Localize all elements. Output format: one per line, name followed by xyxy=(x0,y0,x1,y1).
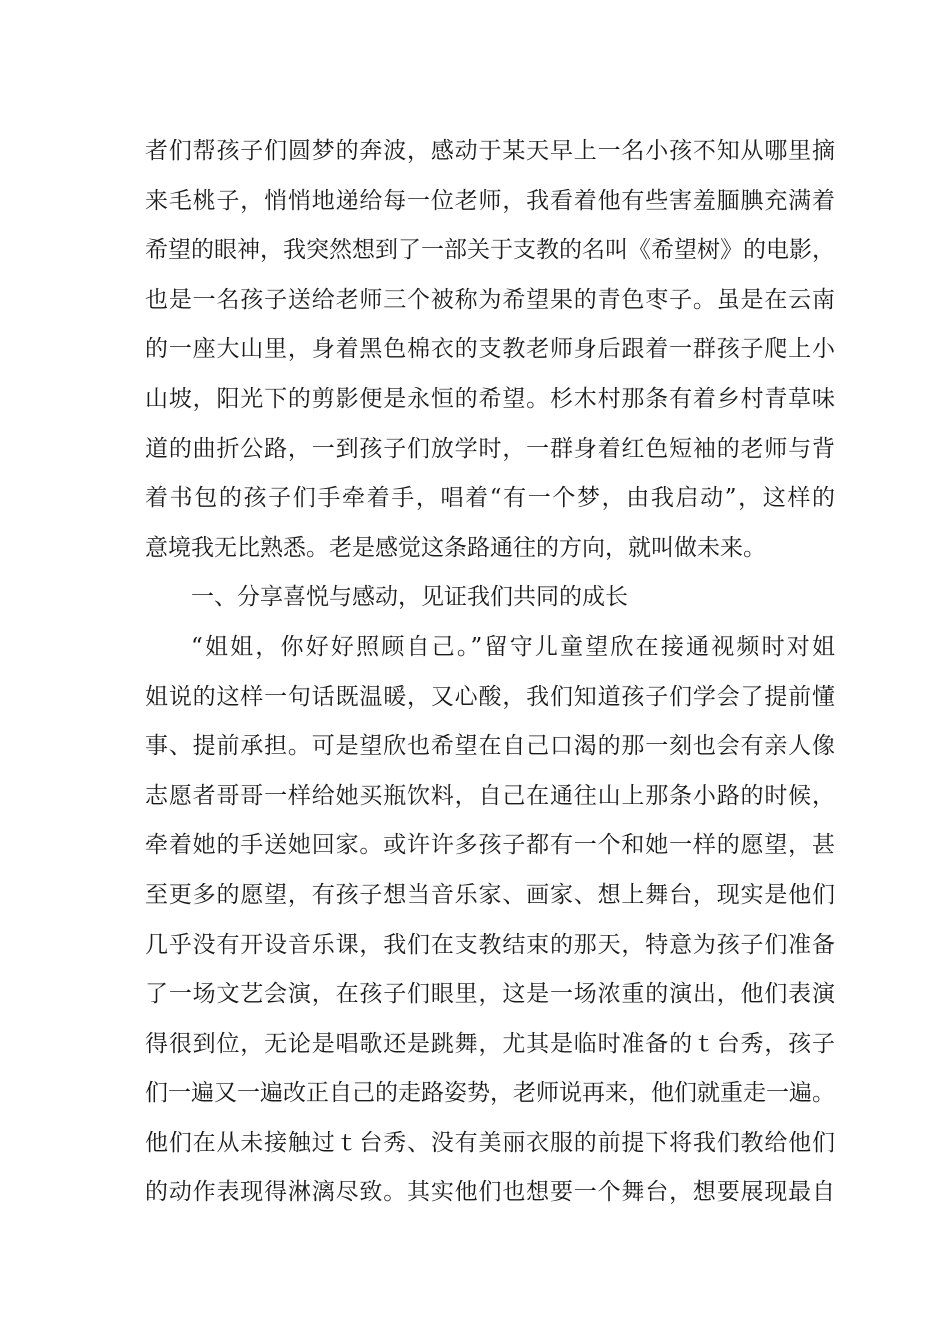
text-line: 希望的眼神，我突然想到了一部关于支教的名叫《希望树》的电影， xyxy=(145,237,835,264)
text-line: 至更多的愿望，有孩子想当音乐家、画家、想上舞台，现实是他们 xyxy=(145,881,835,908)
text-line: 姐说的这样一句话既温暖，又心酸，我们知道孩子们学会了提前懂 xyxy=(145,683,835,710)
text-line: “姐姐，你好好照顾自己。”留守儿童望欣在接通视频时对姐 xyxy=(191,633,835,660)
text-line: 道的曲折公路，一到孩子们放学时，一群身着红色短袖的老师与背 xyxy=(145,435,835,462)
body-text xyxy=(145,127,835,1218)
text-line: 意境我无比熟悉。老是感觉这条路通往的方向，就叫做未来。 xyxy=(145,534,766,561)
text-line: 得很到位，无论是唱歌还是跳舞，尤其是临时准备的ｔ台秀，孩子 xyxy=(145,1030,835,1057)
text-line: 也是一名孩子送给老师三个被称为希望果的青色枣子。虽是在云南 xyxy=(145,286,835,313)
text-line: 几乎没有开设音乐课，我们在支教结束的那天，特意为孩子们准备 xyxy=(145,931,835,958)
text-line: 来毛桃子，悄悄地递给每一位老师，我看着他有些害羞腼腆充满着 xyxy=(145,187,835,214)
text-line: 的一座大山里，身着黑色棉衣的支教老师身后跟着一群孩子爬上小 xyxy=(145,336,835,363)
text-line: 他们在从未接触过ｔ台秀、没有美丽衣服的前提下将我们教给他们 xyxy=(145,1129,835,1156)
text-line: 着书包的孩子们手牵着手，唱着“有一个梦，由我启动”，这样的 xyxy=(145,485,835,512)
text-line: 志愿者哥哥一样给她买瓶饮料，自己在通往山上那条小路的时候， xyxy=(145,782,835,809)
text-line: 者们帮孩子们圆梦的奔波，感动于某天早上一名小孩不知从哪里摘 xyxy=(145,138,835,164)
text-line: 山坡，阳光下的剪影便是永恒的希望。杉木村那条有着乡村青草味 xyxy=(145,385,835,412)
text-line: 牵着她的手送她回家。或许许多孩子都有一个和她一样的愿望，甚 xyxy=(145,832,835,859)
text-line: 的动作表现得淋漓尽致。其实他们也想要一个舞台，想要展现最自 xyxy=(145,1179,835,1206)
section-heading: 一、分享喜悦与感动，见证我们共同的成长 xyxy=(191,584,628,611)
text-line: 事、提前承担。可是望欣也希望在自己口渴的那一刻也会有亲人像 xyxy=(145,733,835,760)
text-line: 们一遍又一遍改正自己的走路姿势，老师说再来，他们就重走一遍。 xyxy=(145,1080,835,1107)
text-line: 了一场文艺会演，在孩子们眼里，这是一场浓重的演出，他们表演 xyxy=(145,981,835,1008)
